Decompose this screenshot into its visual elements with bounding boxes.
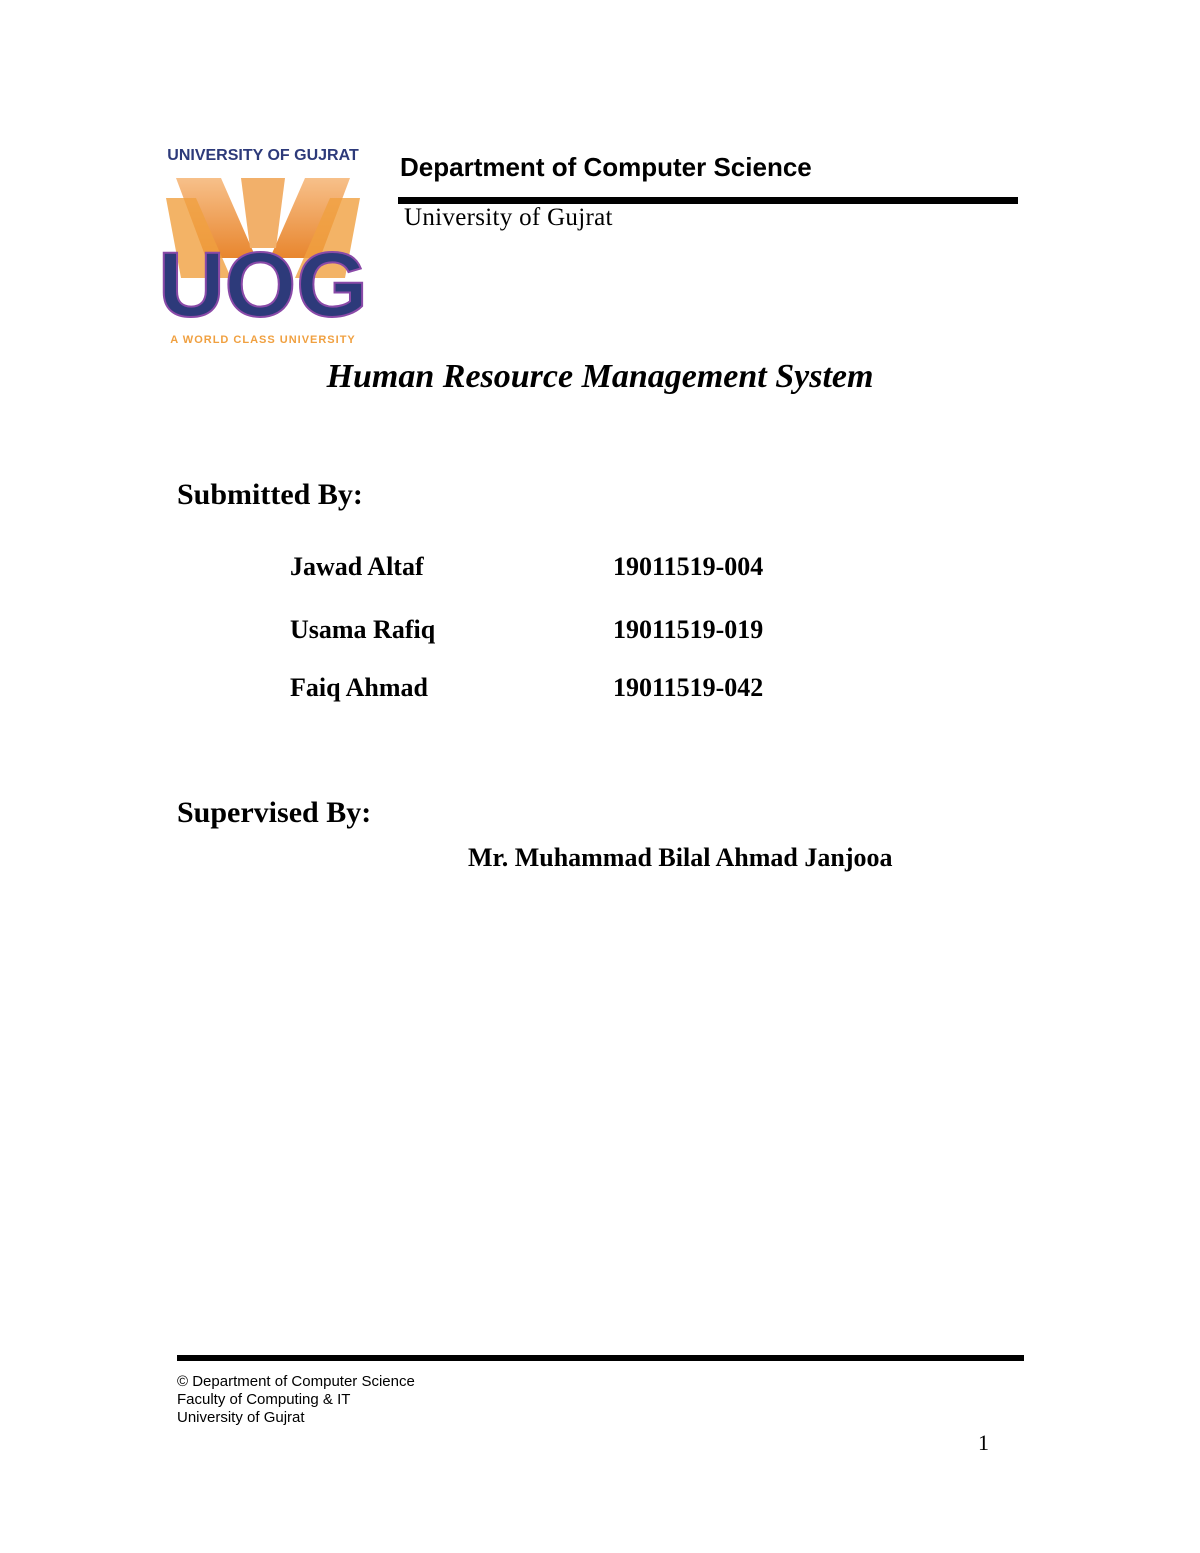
page-number: 1: [978, 1430, 989, 1455]
footer-rule: [177, 1355, 1024, 1361]
member-roll: 19011519-042: [613, 673, 764, 702]
submitted-by-heading: Submitted By:: [177, 478, 363, 511]
member-roll: 19011519-019: [613, 615, 764, 644]
university-logo: [146, 138, 380, 350]
document-title: Human Resource Management System: [326, 358, 874, 395]
member-name: Usama Rafiq: [290, 615, 436, 644]
footer-line: Faculty of Computing & IT: [177, 1391, 351, 1408]
department-name: Department of Computer Science: [400, 152, 812, 182]
university-name: University of Gujrat: [404, 204, 613, 231]
member-name: Jawad Altaf: [290, 552, 424, 581]
member-name: Faiq Ahmad: [290, 673, 428, 702]
logo-top-text: UNIVERSITY OF GUJRAT: [167, 147, 359, 164]
footer-line: University of Gujrat: [177, 1409, 305, 1426]
logo-tagline: A WORLD CLASS UNIVERSITY: [170, 334, 356, 346]
logo-monogram: UOG: [158, 234, 368, 336]
header-rule: [398, 197, 1018, 204]
supervised-by-heading: Supervised By:: [177, 796, 372, 829]
member-roll: 19011519-004: [613, 552, 764, 581]
footer-line: © Department of Computer Science: [177, 1373, 415, 1390]
supervisor-name: Mr. Muhammad Bilal Ahmad Janjooa: [468, 843, 893, 872]
